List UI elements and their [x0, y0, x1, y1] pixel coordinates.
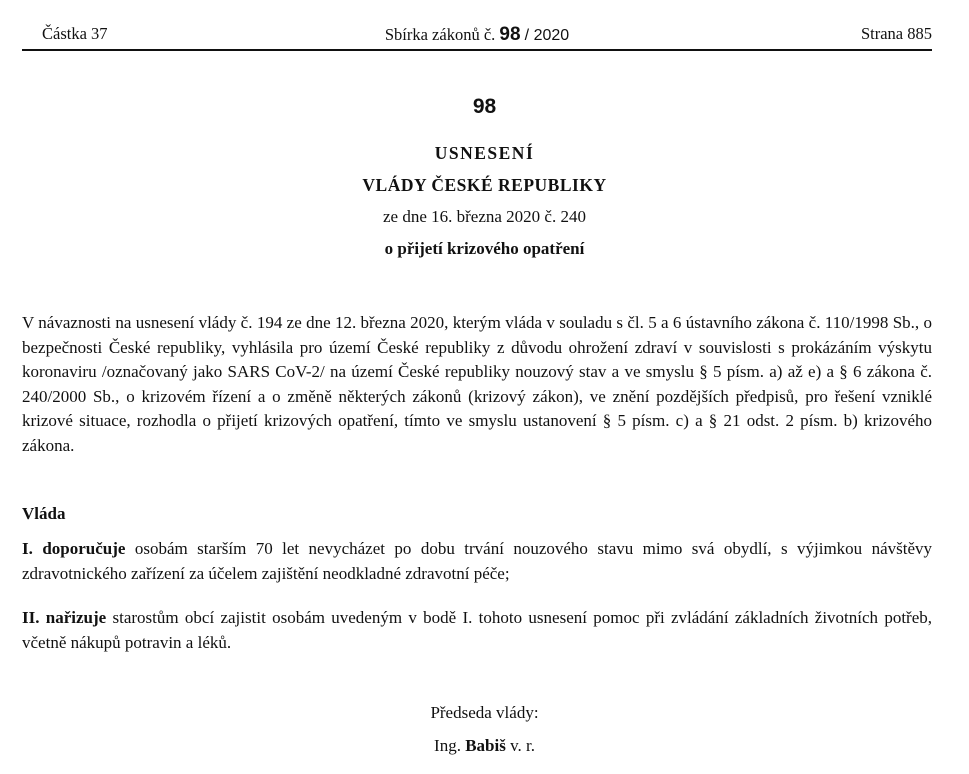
point-two-verb: nařizuje — [45, 608, 107, 627]
point-one-verb: doporučuje — [42, 539, 126, 558]
header-collection-prefix: Sbírka zákonů č. — [384, 25, 496, 44]
signatory-name: Babiš — [465, 736, 506, 755]
header-divider — [22, 49, 932, 51]
point-two-numeral: II. — [22, 608, 40, 627]
header-collection-title — [22, 24, 932, 46]
issuer-title: VLÁDY ČESKÉ REPUBLIKY — [362, 175, 607, 195]
point-two — [22, 606, 932, 655]
signatory-name-line — [0, 736, 969, 756]
subject-title: o přijetí krizového opatření — [384, 239, 585, 258]
point-one — [22, 537, 932, 586]
header-page-number: Strana 885 — [860, 24, 932, 43]
signatory-suffix: v. r. — [510, 736, 535, 755]
government-label: Vláda — [22, 504, 66, 523]
page-header — [22, 24, 932, 46]
header-collection-number: 98 — [499, 24, 521, 45]
date-and-number: ze dne 16. března 2020 č. 240 — [383, 207, 586, 226]
point-two-text: starostům obcí zajistit osobám uvedeným v bodě I. tohoto usnesení pomoc při zvládání základních životních potřeb, včetně nákupů potravin a léků. — [22, 608, 933, 652]
document-number: 98 — [472, 95, 497, 118]
signatory-prefix: Ing. — [434, 736, 461, 755]
point-one-text: osobám starším 70 let nevycházet po dobu trvání nouzového stavu mimo svá obydlí, s výjimkou návštěvy zdravotnického zařízení za účelem zajištění neodkladné zdravotní péče; — [22, 539, 933, 583]
signatory-role: Předseda vlády: — [430, 703, 539, 722]
intro-paragraph: V návaznosti na usnesení vlády č. 194 ze dne 12. března 2020, kterým vláda v souladu s čl. 5 a 6 ústavního zákona č. 110/1998 Sb., o bezpečnosti České republiky, vyhlásila pro území České republiky z důvodu ohrožení zdraví v souvislosti s prokázáním výskytu koronaviru /označovaný jako SARS CoV-2/ na území České republiky nouzový stav a ve smyslu § 5 písm. a) až e) a § 6 zákona č. 240/2000 Sb., o krizovém řízení a o změně některých zákonů (krizový zákon), ve znění pozdějších předpisů, pro řešení vzniklé krizové situace, rozhodla o přijetí krizových opatření, tímto ve smyslu ustanovení § 5 písm. c) a § 21 odst. 2 písm. b) krizového zákona. — [22, 313, 932, 455]
point-one-numeral: I. — [22, 539, 33, 558]
header-collection-year: / 2020 — [524, 27, 570, 44]
header-part-number: Částka 37 — [42, 24, 108, 43]
document-type-title: USNESENÍ — [434, 143, 535, 163]
